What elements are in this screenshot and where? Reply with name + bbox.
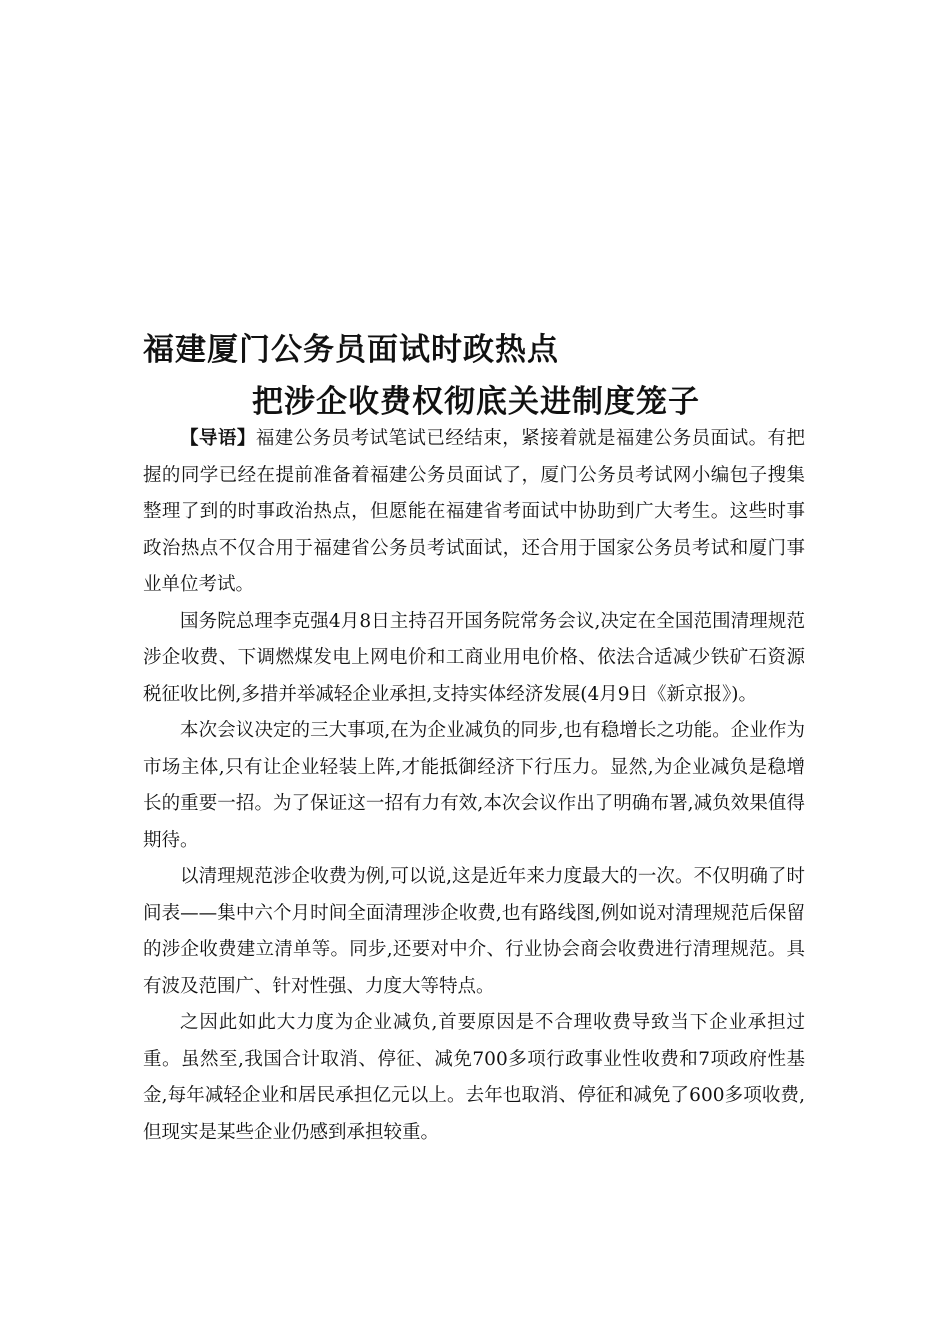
lead-text: 福建公务员考试笔试已经结束，紧接着就是福建公务员面试。有把握的同学已经在提前准备着福建公务员面试了，厦门公务员考试网小编包子搜集整理了到的时事政治热点，但愿能在福建省考面试中协助到广大考生。这些时事政治热点不仅合用于福建省公务员考试面试，还合用于国家公务员考试和厦门事业单位考试。	[143, 428, 805, 595]
body-paragraph: 之因此如此大力度为企业减负,首要原因是不合理收费导致当下企业承担过重。虽然至,我国合计取消、停征、减免700多项行政事业性收费和7项政府性基金,每年减轻企业和居民承担亿元以上。去年也取消、停征和减免了600多项收费,但现实是某些企业仍感到承担较重。	[143, 1012, 805, 1143]
lead-paragraph	[143, 421, 805, 604]
body-paragraph: 本次会议决定的三大事项,在为企业减负的同步,也有稳增长之功能。企业作为市场主体,只有让企业轻装上阵,才能抵御经济下行压力。显然,为企业减负是稳增长的重要一招。为了保证这一招有力有效,本次会议作出了明确布署,减负效果值得期待。	[143, 720, 805, 851]
document-subtitle: 把涉企收费权彻底关进制度笼子	[252, 384, 700, 420]
body-paragraph: 以清理规范涉企收费为例,可以说,这是近年来力度最大的一次。不仅明确了时间表——集中六个月时间全面清理涉企收费,也有路线图,例如说对清理规范后保留的涉企收费建立清单等。同步,还要对中介、行业协会商会收费进行清理规范。具有波及范围广、针对性强、力度大等特点。	[143, 866, 805, 997]
document-title: 福建厦门公务员面试时政热点	[143, 332, 559, 368]
body-paragraph: 国务院总理李克强4月8日主持召开国务院常务会议,决定在全国范围清理规范涉企收费、下调燃煤发电上网电价和工商业用电价格、依法合适减少铁矿石资源税征收比例,多措并举减轻企业承担,支持实体经济发展(4月9日《新京报》)。	[143, 610, 805, 705]
lead-label: 【导语】	[180, 428, 256, 449]
document-body	[143, 421, 805, 1151]
